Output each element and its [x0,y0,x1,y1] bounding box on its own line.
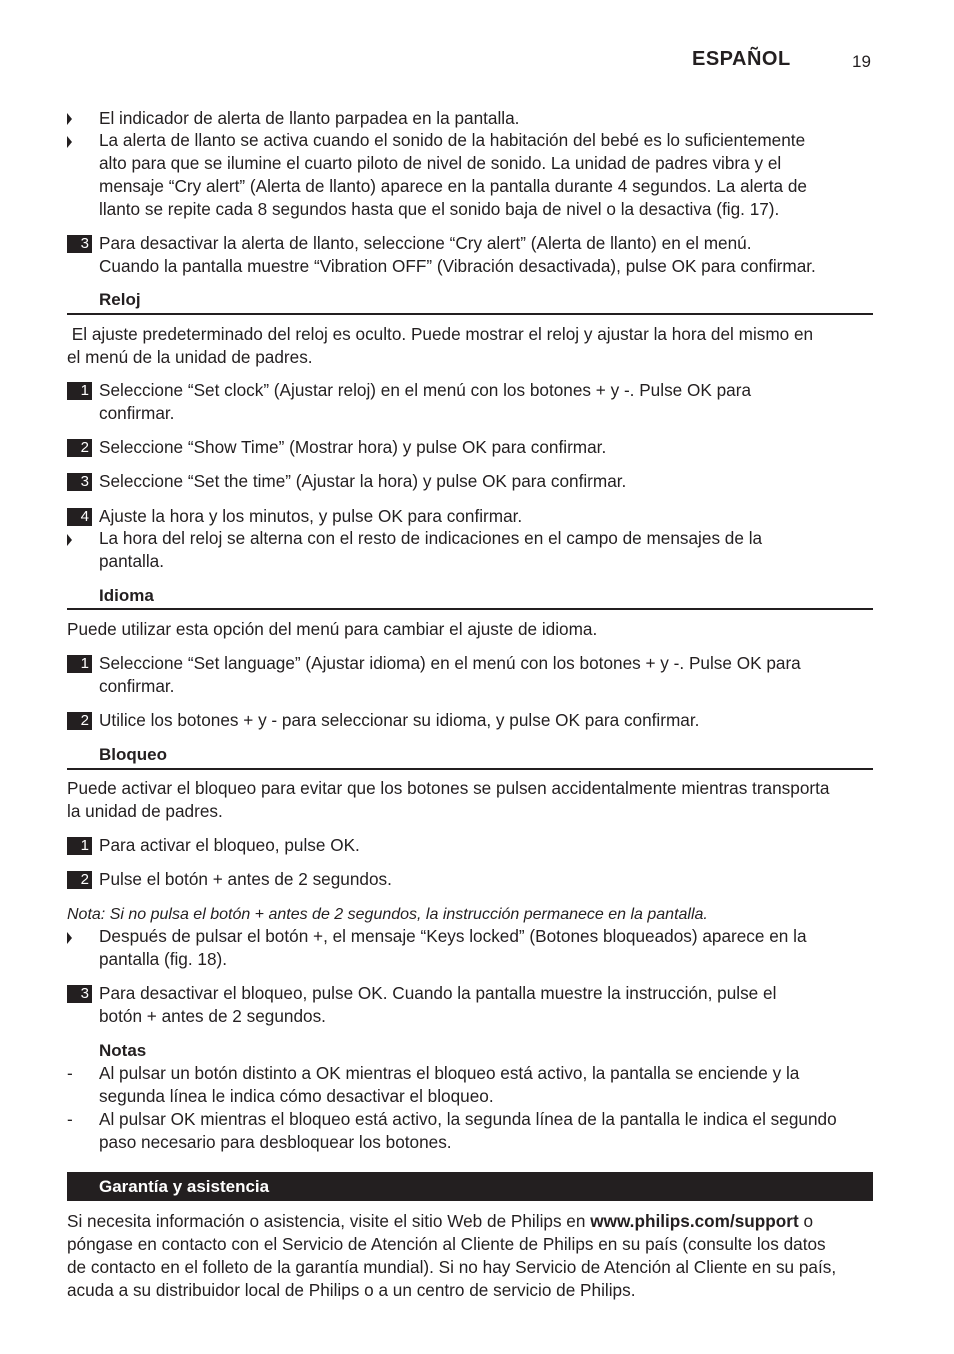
paragraph-text: Si necesita información o asistencia, visite el sitio Web de Philips en [67,1211,591,1231]
section-heading-garantia: Garantía y asistencia [99,1177,270,1196]
paragraph-line: póngase en contacto con el Servicio de Atención al Cliente de Philips en su país (consulte los datos [67,1234,826,1254]
bullet-text-line: mensaje “Cry alert” (Alerta de llanto) aparece en la pantalla durante 4 segundos. La alerta de [99,176,807,196]
bullet-icon [67,113,72,125]
paragraph-line: la unidad de padres. [67,801,223,821]
dash-marker: - [67,1063,73,1083]
bullet-text-line: La alerta de llanto se activa cuando el sonido de la habitación del bebé es lo suficientemente [99,130,806,150]
section-heading-bloqueo: Bloqueo [99,745,167,764]
step-text-line: Cuando la pantalla muestre “Vibration OFF” (Vibración desactivada), pulse OK para confirmar. [99,256,816,276]
paragraph-line: acuda a su distribuidor local de Philips o a un centro de servicio de Philips. [67,1280,636,1300]
step-text: Utilice los botones + y - para seleccionar su idioma, y pulse OK para confirmar. [99,710,700,730]
bullet-text-line: La hora del reloj se alterna con el resto de indicaciones en el campo de mensajes de la [99,528,763,548]
note-text: Nota: Si no pulsa el botón + antes de 2 segundos, la instrucción permanece en la pantalla. [67,906,708,923]
step-number: 2 [67,871,92,889]
paragraph-line: Puede utilizar esta opción del menú para cambiar el ajuste de idioma. [67,619,598,639]
step-text: Ajuste la hora y los minutos, y pulse OK para confirmar. [99,506,523,526]
bullet-text-line: llanto se repite cada 8 segundos hasta que el sonido baja de nivel o la desactiva (fig. 17). [99,199,780,219]
section-language-label: ESPAÑOL [692,48,791,70]
bullet-text-line: pantalla. [99,551,164,571]
bullet-text-line: alto para que se ilumine el cuarto piloto de nivel de sonido. La unidad de padres vibra y el [99,153,782,173]
step-number: 2 [67,712,92,730]
bullet-text: El indicador de alerta de llanto parpadea en la pantalla. [99,108,520,128]
section-heading-idioma: Idioma [99,586,154,605]
section-heading-bar [67,1172,873,1201]
step-number: 2 [67,439,92,457]
bullet-icon [67,534,72,546]
step-text: Seleccione “Show Time” (Mostrar hora) y pulse OK para confirmar. [99,437,607,457]
step-text-line: Seleccione “Set language” (Ajustar idioma) en el menú con los botones + y -. Pulse OK para [99,653,801,673]
step-number: 1 [67,837,92,855]
step-text-line: Para desactivar el bloqueo, pulse OK. Cuando la pantalla muestre la instrucción, pulse el [99,983,777,1003]
bullet-text-line: pantalla (fig. 18). [99,949,228,969]
paragraph-line [67,1210,877,1233]
paragraph-text: o [798,1211,814,1231]
step-number: 3 [67,985,92,1003]
step-number: 4 [67,508,92,526]
paragraph-line: Puede activar el bloqueo para evitar que los botones se pulsen accidentalmente mientras transporta [67,778,830,798]
page-number: 19 [852,52,871,71]
step-number: 3 [67,473,92,491]
step-text: Para activar el bloqueo, pulse OK. [99,835,360,855]
step-text-line: confirmar. [99,403,175,423]
step-number: 3 [67,235,92,253]
step-text-line: botón + antes de 2 segundos. [99,1006,326,1026]
paragraph-line: El ajuste predeterminado del reloj es oculto. Puede mostrar el reloj y ajustar la hora del mismo en [67,324,814,344]
paragraph-line: el menú de la unidad de padres. [67,347,313,367]
bullet-icon [67,932,72,944]
notes-heading: Notas [99,1041,147,1060]
note-item-line: segunda línea le indica cómo desactivar el bloqueo. [99,1086,494,1106]
bullet-text-line: Después de pulsar el botón +, el mensaje “Keys locked” (Botones bloqueados) aparece en la [99,926,807,946]
step-text-line: Seleccione “Set clock” (Ajustar reloj) en el menú con los botones + y -. Pulse OK para [99,380,752,400]
note-item-line: paso necesario para desbloquear los botones. [99,1132,452,1152]
note-item-line: Al pulsar un botón distinto a OK mientras el bloqueo está activo, la pantalla se enciende y la [99,1063,800,1083]
step-text: Seleccione “Set the time” (Ajustar la hora) y pulse OK para confirmar. [99,471,627,491]
support-link[interactable]: www.philips.com/support [590,1211,799,1231]
step-text-line: confirmar. [99,676,175,696]
step-number: 1 [67,655,92,673]
step-text: Pulse el botón + antes de 2 segundos. [99,869,392,889]
section-rule [67,768,873,770]
section-rule [67,608,873,610]
section-heading-reloj: Reloj [99,290,141,309]
bullet-icon [67,136,72,148]
section-rule [67,313,873,315]
note-item-line: Al pulsar OK mientras el bloqueo está activo, la segunda línea de la pantalla le indica el segundo [99,1109,837,1129]
paragraph-line: de contacto en el folleto de la garantía mundial). Si no hay Servicio de Atención al Cliente en su país, [67,1257,837,1277]
dash-marker: - [67,1109,73,1129]
step-text-line: Para desactivar la alerta de llanto, seleccione “Cry alert” (Alerta de llanto) en el menú. [99,233,752,253]
step-number: 1 [67,382,92,400]
